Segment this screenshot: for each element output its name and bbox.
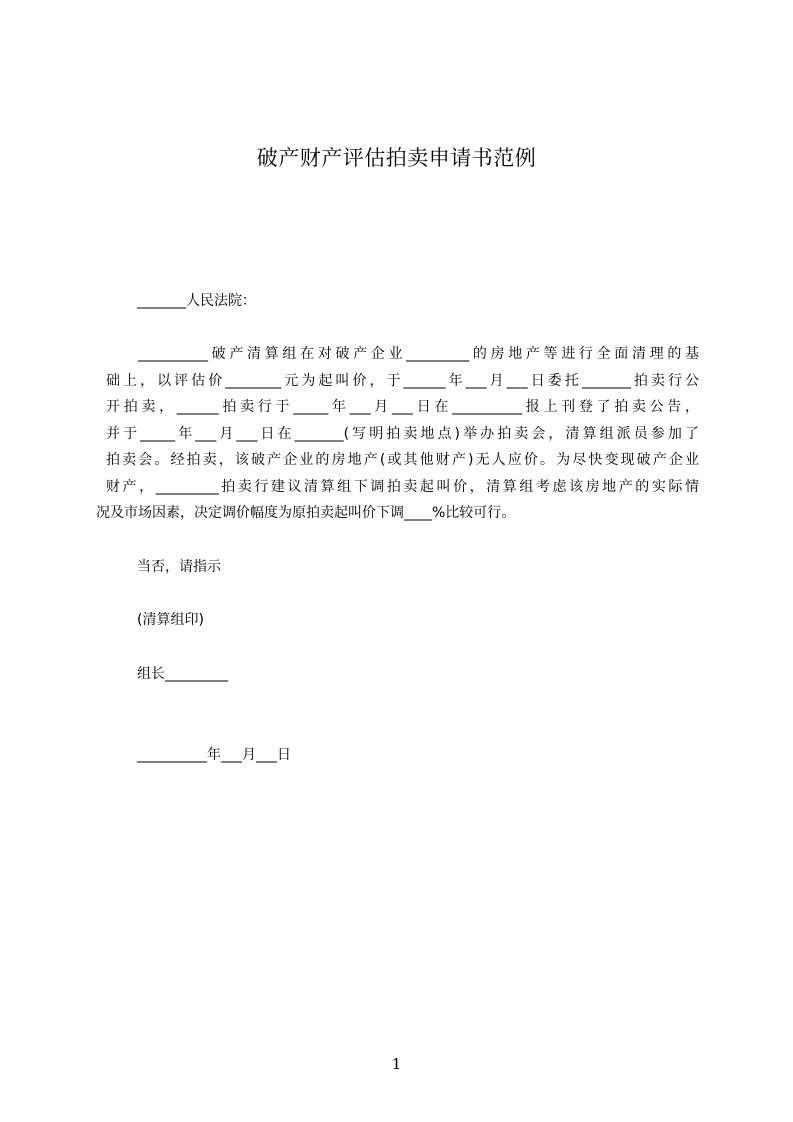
document-title: 破产财产评估拍卖申请书范例	[256, 146, 537, 170]
body-line-6: 财产，_________拍卖行建议清算组下调拍卖起叫价，清算组考虑该房地产的实际情	[106, 478, 699, 495]
body-paragraph	[96, 341, 699, 527]
addressee-line: _______人民法院：	[137, 293, 256, 309]
body-line-4: 并于_____年___月___日在_______(写明拍卖地点)举办拍卖会，清算组派员参加了	[106, 425, 699, 442]
body-line-7: 况及市场因素，决定调价幅度为原拍卖起叫价下调____%比较可行。	[96, 505, 516, 521]
date-line: __________年___月___日	[137, 747, 291, 763]
body-line-1: __________破产清算组在对破产企业_________的房地产等进行全面清理的基	[138, 346, 699, 362]
leader-signature-line: 组长_________	[137, 666, 228, 682]
page-number: 1	[391, 1055, 402, 1073]
seal-note: (清算组印)	[137, 612, 204, 628]
body-line-5: 拍卖会。经拍卖，该破产企业的房地产(或其他财产)无人应价。为尽快变现破产企业	[106, 452, 699, 468]
reply-request: 当否，请指示	[137, 559, 221, 575]
body-line-3: 开拍卖，______拍卖行于_____年___月___日在__________报上刊登了拍卖公告，	[106, 399, 699, 415]
body-line-2: 础上，以评估价________元为起叫价，于______年___月___日委托_______拍卖行公	[106, 372, 699, 389]
